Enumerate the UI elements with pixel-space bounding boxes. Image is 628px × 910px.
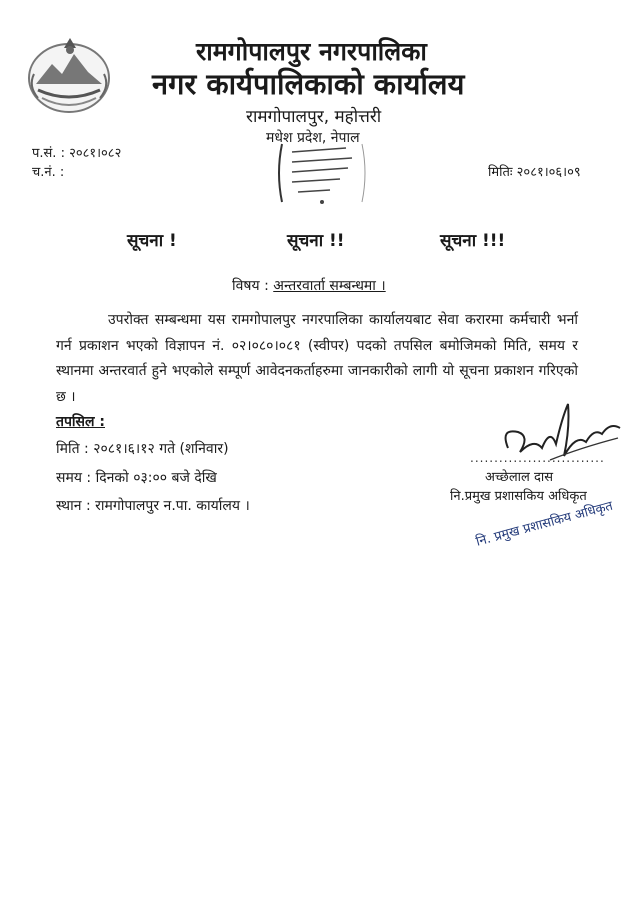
subject-text: अन्तरवार्ता सम्बन्धमा । — [273, 278, 386, 294]
dispatch-number: च.नं. : — [32, 165, 65, 180]
notice-body-paragraph: उपरोक्त सम्बन्धमा यस रामगोपालपुर नगरपालिका कार्यालयबाट सेवा करारमा कर्मचारी भर्ना गर्न प्रकाशन भएको विज्ञापन नं. ०२।०८०।०८१ (स्वीपर) पदको तपसिल बमोजिमको मिति, समय र स्थानमा अन्तरवार्त हुने भएकोले सम्पूर्ण आवेदनकर्ताहरुमा जानकारीको लागी यो सूचना प्रकाशन गरिएको छ । — [56, 312, 578, 405]
office-name: नगर कार्यपालिकाको कार्यालय — [152, 67, 465, 101]
letter-reference-number: प.सं. : २०८१।०८२ — [32, 146, 122, 161]
interview-place: स्थान : रामगोपालपुर न.पा. कार्यालय । — [56, 498, 250, 514]
interview-time: समय : दिनको ०३:०० बजे देखि — [56, 470, 217, 486]
letter-date: मितिः २०८१।०६।०९ — [488, 165, 581, 180]
signatory-name: अच्छेलाल दास — [485, 470, 554, 485]
details-heading: तपसिल : — [56, 414, 105, 430]
address-line-1: रामगोपालपुर, महोत्तरी — [246, 107, 382, 127]
subject-label: विषय : — [232, 278, 269, 294]
signature-line: ............................ — [470, 451, 605, 465]
designation-stamp: नि. प्रमुख प्रशासकिय अधिकृत — [474, 498, 615, 550]
interview-date: मिति : २०८१।६।१२ गते (शनिवार) — [56, 441, 229, 457]
office-seal-stamp — [268, 138, 376, 208]
address-line-2: मधेश प्रदेश, नेपाल — [266, 130, 360, 146]
subject-line — [232, 276, 386, 295]
nepal-emblem-icon — [24, 34, 114, 116]
municipality-name: रामगोपालपुर नगरपालिका — [196, 37, 427, 66]
notice-heading-3: सूचना !!! — [440, 231, 506, 251]
notice-heading-2: सूचना !! — [287, 231, 345, 251]
notice-heading-1: सूचना ! — [127, 231, 177, 251]
signatory-designation: नि.प्रमुख प्रशासकिय अधिकृत — [450, 489, 587, 504]
